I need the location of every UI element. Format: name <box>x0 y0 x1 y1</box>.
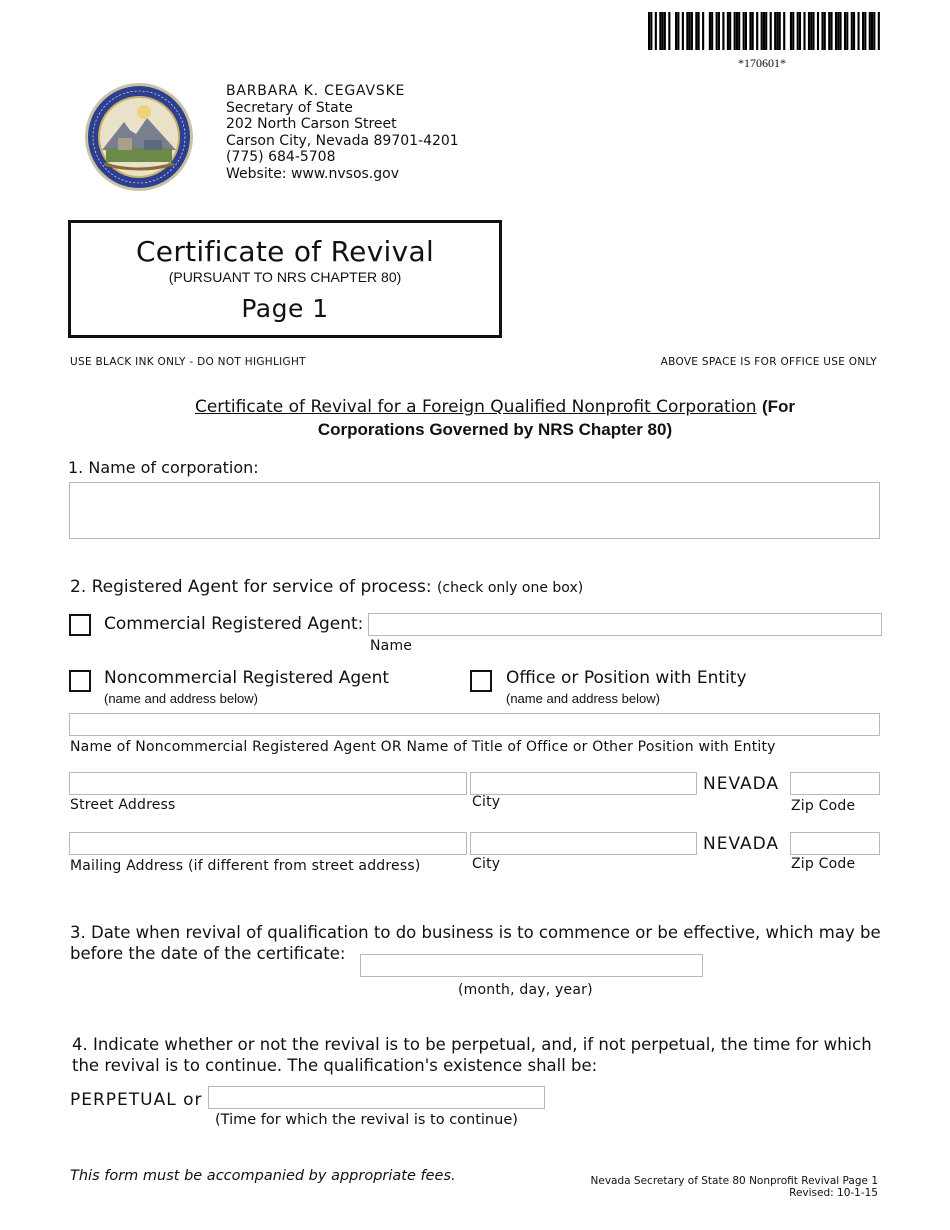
mailing-city-caption: City <box>472 856 501 872</box>
barcode-bar <box>871 12 873 50</box>
barcode-bar <box>790 12 792 50</box>
agent-name-caption: Name of Noncommercial Registered Agent OR Name of Title of Office or Other Position with Entity <box>70 739 776 755</box>
barcode-bar <box>698 12 700 50</box>
barcode-bar <box>878 12 880 50</box>
form-footer-id <box>591 1175 878 1199</box>
street-address-field[interactable] <box>69 772 467 795</box>
barcode-bar <box>711 12 713 50</box>
noncommercial-agent-sub: (name and address below) <box>104 691 258 706</box>
fees-note: This form must be accompanied by appropriate fees. <box>70 1168 456 1184</box>
barcode-bar <box>734 12 736 50</box>
barcode-bar <box>792 12 794 50</box>
mailing-zip-field[interactable] <box>790 832 880 855</box>
secretary-name: BARBARA K. CEGAVSKE <box>226 83 406 99</box>
barcode-bar <box>776 12 778 50</box>
barcode-bar <box>650 12 652 50</box>
barcode-bar <box>691 12 693 50</box>
barcode-bar <box>837 12 839 50</box>
agent-name-field[interactable] <box>69 713 880 736</box>
barcode-bar <box>662 12 664 50</box>
barcode-bar <box>664 12 666 50</box>
section4-line2: the revival is to continue. The qualification's existence shall be: <box>72 1056 598 1075</box>
barcode-bar <box>810 12 812 50</box>
mailing-state-label: NEVADA <box>703 834 780 854</box>
barcode-bar <box>864 12 866 50</box>
barcode-bar <box>857 12 859 50</box>
effective-date-field[interactable] <box>360 954 703 977</box>
barcode-bar <box>736 12 738 50</box>
barcode-bar <box>722 12 724 50</box>
barcode-bar <box>873 12 875 50</box>
zip-caption: Zip Code <box>791 798 856 814</box>
barcode-bar <box>675 12 677 50</box>
barcode-bar <box>839 12 841 50</box>
certificate-subtitle: (PURSUANT TO NRS CHAPTER 80) <box>168 269 402 285</box>
barcode-bar <box>799 12 801 50</box>
barcode-bar <box>851 12 853 50</box>
revival-duration-field[interactable] <box>208 1086 545 1109</box>
commercial-agent-name-field[interactable] <box>368 613 882 636</box>
barcode-bars <box>648 12 880 50</box>
barcode-bar <box>659 12 661 50</box>
section2-hint: (check only one box) <box>436 580 584 596</box>
city-field[interactable] <box>470 772 697 795</box>
barcode-bar <box>686 12 688 50</box>
barcode-bar <box>655 12 657 50</box>
barcode-bar <box>761 12 763 50</box>
form-heading <box>70 396 920 418</box>
mailing-city-field[interactable] <box>470 832 697 855</box>
form-heading-bold-2: Corporations Governed by NRS Chapter 80) <box>317 420 673 439</box>
office-position-label: Office or Position with Entity <box>506 668 747 688</box>
barcode-bar <box>756 12 758 50</box>
revised-date: Revised: 10-1-15 <box>789 1187 878 1199</box>
office-use-note: ABOVE SPACE IS FOR OFFICE USE ONLY <box>660 356 877 368</box>
corporation-name-field[interactable] <box>69 482 880 539</box>
barcode-bar <box>716 12 718 50</box>
form-id: Nevada Secretary of State 80 Nonprofit Revival Page 1 <box>590 1175 878 1187</box>
barcode-bar <box>817 12 819 50</box>
mailing-zip-caption: Zip Code <box>791 856 856 872</box>
sos-contact-block <box>226 83 459 182</box>
barcode-bar <box>695 12 697 50</box>
barcode-bar <box>668 12 670 50</box>
barcode-bar <box>749 12 751 50</box>
barcode-bar <box>689 12 691 50</box>
barcode-bar <box>729 12 731 50</box>
mailing-address-field[interactable] <box>69 832 467 855</box>
section4-line1: 4. Indicate whether or not the revival is to be perpetual, and, if not perpetual, the time for which <box>72 1035 872 1054</box>
state-label: NEVADA <box>703 774 780 794</box>
barcode-bar <box>718 12 720 50</box>
city-caption: City <box>472 794 501 810</box>
barcode-bar <box>821 12 823 50</box>
certificate-title: Certificate of Revival <box>135 235 435 268</box>
barcode-bar <box>648 12 650 50</box>
barcode-bar <box>779 12 781 50</box>
barcode-bar <box>844 12 846 50</box>
barcode-bar <box>853 12 855 50</box>
duration-caption: (Time for which the revival is to continue) <box>215 1112 518 1128</box>
page-number: Page 1 <box>241 294 329 323</box>
barcode-bar <box>812 12 814 50</box>
barcode-bar <box>752 12 754 50</box>
barcode-bar <box>763 12 765 50</box>
barcode-bar <box>869 12 871 50</box>
barcode <box>648 12 880 50</box>
barcode-bar <box>727 12 729 50</box>
barcode-bar <box>738 12 740 50</box>
secretary-title: Secretary of State <box>226 99 353 116</box>
barcode-bar <box>862 12 864 50</box>
street-address-caption: Street Address <box>70 797 176 813</box>
office-phone: (775) 684-5708 <box>226 149 336 165</box>
section3-line1: 3. Date when revival of qualification to do business is to commence or be effective, which may be <box>70 923 881 942</box>
state-seal-icon <box>84 82 194 192</box>
barcode-bar <box>743 12 745 50</box>
section1-label: 1. Name of corporation: <box>68 458 259 477</box>
barcode-bar <box>774 12 776 50</box>
barcode-bar <box>682 12 684 50</box>
commercial-agent-checkbox[interactable] <box>69 614 91 636</box>
barcode-bar <box>824 12 826 50</box>
office-city: Carson City, Nevada 89701-4201 <box>226 132 459 149</box>
barcode-bar <box>709 12 711 50</box>
commercial-agent-label: Commercial Registered Agent: <box>104 614 364 634</box>
office-website: Website: www.nvsos.gov <box>226 165 399 182</box>
barcode-bar <box>702 12 704 50</box>
zip-field[interactable] <box>790 772 880 795</box>
mailing-address-caption: Mailing Address (if different from street address) <box>70 858 421 874</box>
date-format-caption: (month, day, year) <box>458 982 593 998</box>
form-heading-main: Certificate of Revival for a Foreign Qualified Nonprofit Corporation <box>194 397 757 417</box>
barcode-bar <box>835 12 837 50</box>
form-heading-bold-1: (For <box>761 397 796 416</box>
barcode-bar <box>830 12 832 50</box>
noncommercial-agent-checkbox[interactable] <box>69 670 91 692</box>
perpetual-label: PERPETUAL or <box>70 1090 203 1110</box>
office-position-checkbox[interactable] <box>470 670 492 692</box>
title-box <box>68 220 502 338</box>
barcode-number: *170601* <box>738 56 786 70</box>
barcode-bar <box>745 12 747 50</box>
barcode-bar <box>765 12 767 50</box>
section3-line2: before the date of the certificate: <box>70 944 346 963</box>
section2-label: 2. Registered Agent for service of process: (check only one box) <box>70 577 584 597</box>
ink-note: USE BLACK INK ONLY - DO NOT HIGHLIGHT <box>70 356 306 368</box>
barcode-bar <box>783 12 785 50</box>
noncommercial-agent-label: Noncommercial Registered Agent <box>104 668 390 688</box>
barcode-bar <box>808 12 810 50</box>
office-position-sub: (name and address below) <box>506 691 660 706</box>
barcode-bar <box>846 12 848 50</box>
barcode-bar <box>803 12 805 50</box>
barcode-bar <box>828 12 830 50</box>
name-caption: Name <box>370 638 413 654</box>
office-street: 202 North Carson Street <box>226 116 397 132</box>
barcode-bar <box>770 12 772 50</box>
barcode-bar <box>797 12 799 50</box>
barcode-bar <box>677 12 679 50</box>
